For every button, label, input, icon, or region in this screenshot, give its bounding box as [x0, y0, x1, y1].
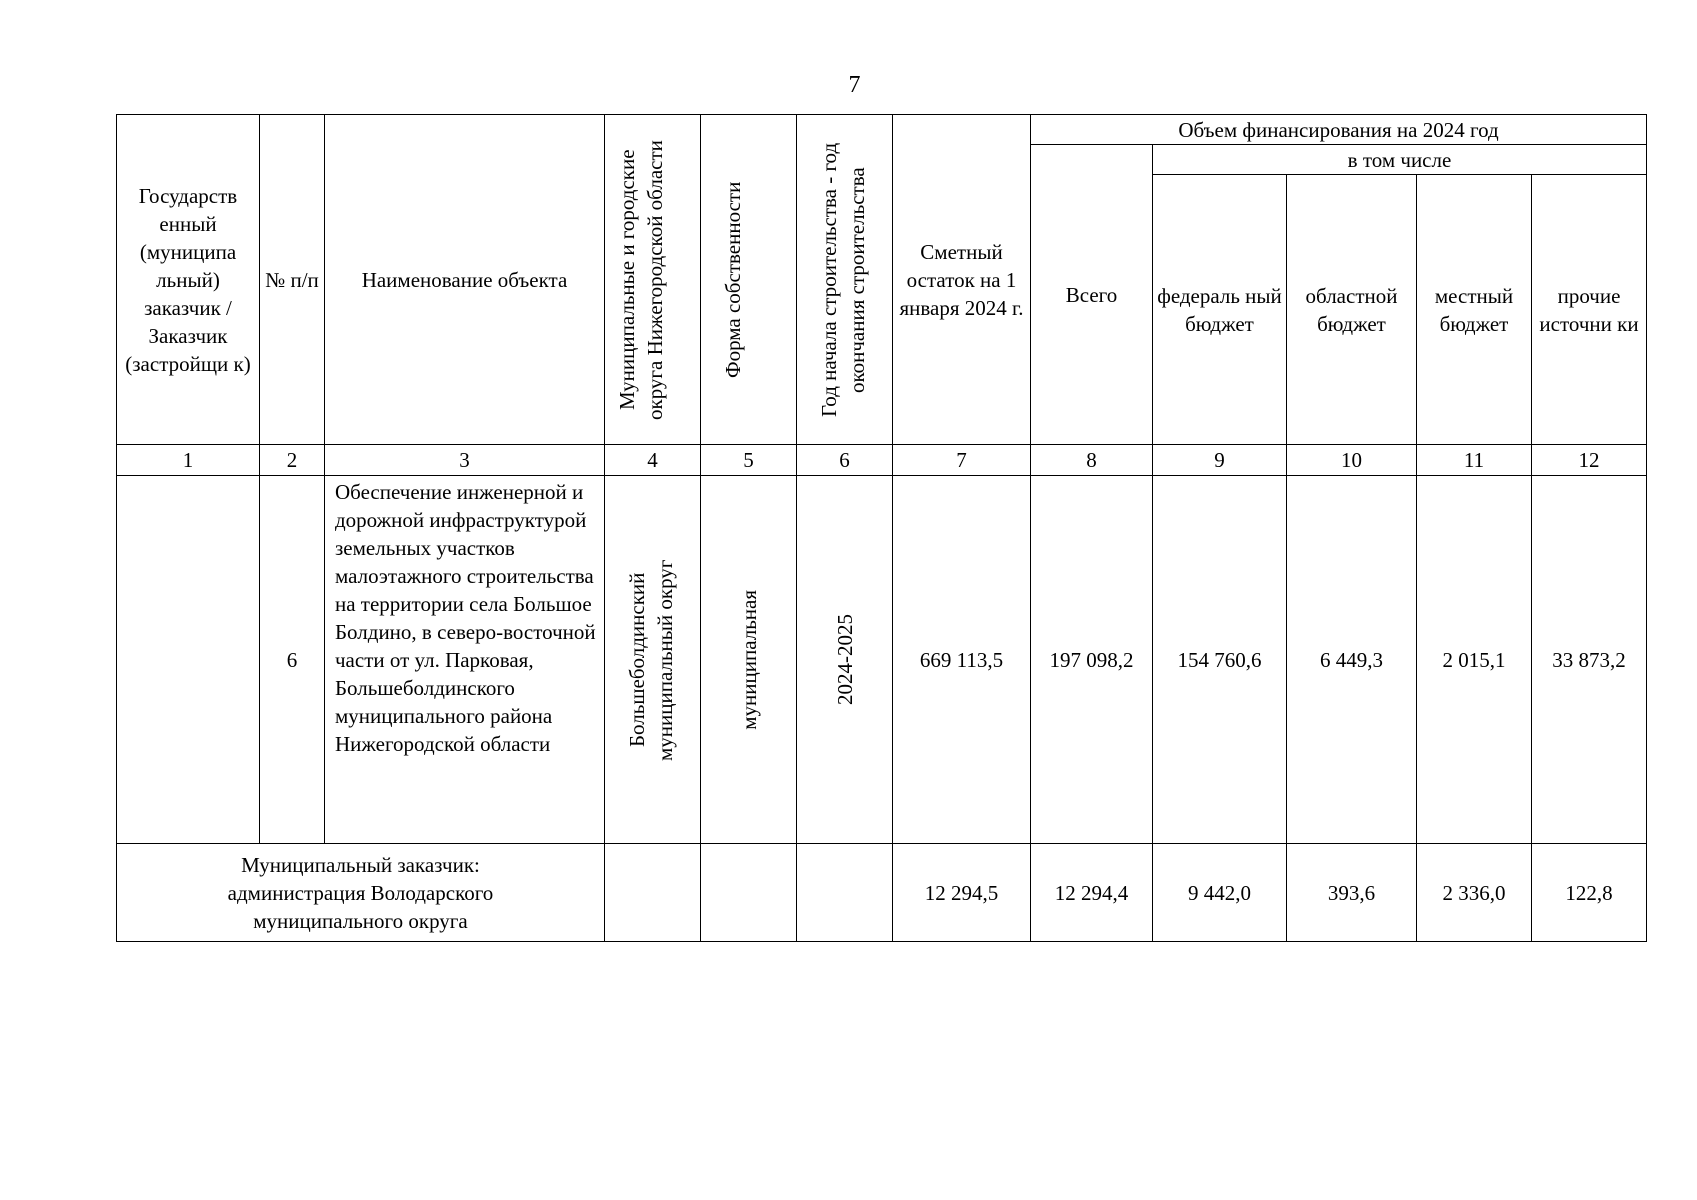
header-funding-group: Объем финансирования на 2024 год [1031, 115, 1647, 145]
header-other: прочие источни ки [1532, 175, 1647, 445]
cell-object-name: Обеспечение инженерной и дорожной инфраструктурой земельных участков малоэтажного строительства на территории села Большое Болдино, в северо-восточной части от ул. Парковая, Большеболдинского муниципального района Нижегородской области [325, 476, 605, 844]
header-object-name: Наименование объекта [325, 115, 605, 445]
header-total: Всего [1031, 145, 1153, 445]
colnum-10: 10 [1287, 445, 1417, 476]
cell-ownership: муниципальная [701, 476, 797, 844]
cell-local: 2 015,1 [1417, 476, 1532, 844]
cell-regional: 6 449,3 [1287, 476, 1417, 844]
colnum-3: 3 [325, 445, 605, 476]
header-including-group: в том числе [1153, 145, 1647, 175]
header-balance: Сметный остаток на 1 января 2024 г. [893, 115, 1031, 445]
cell-federal: 154 760,6 [1153, 476, 1287, 844]
summary-empty-6 [797, 844, 893, 942]
cell-total: 197 098,2 [1031, 476, 1153, 844]
cell-district: Большеболдинский муниципальный округ [605, 476, 701, 844]
summary-other: 122,8 [1532, 844, 1647, 942]
header-local: местный бюджет [1417, 175, 1532, 445]
summary-local: 2 336,0 [1417, 844, 1532, 942]
cell-number: 6 [260, 476, 325, 844]
financing-table [116, 114, 1647, 942]
header-customer: Государств енный (муниципа льный) заказчик / Заказчик (застройщи к) [117, 115, 260, 445]
colnum-11: 11 [1417, 445, 1532, 476]
colnum-2: 2 [260, 445, 325, 476]
cell-other: 33 873,2 [1532, 476, 1647, 844]
colnum-1: 1 [117, 445, 260, 476]
summary-balance: 12 294,5 [893, 844, 1031, 942]
summary-empty-5 [701, 844, 797, 942]
header-ownership: Форма собственности [701, 115, 797, 445]
colnum-8: 8 [1031, 445, 1153, 476]
summary-label: Муниципальный заказчик: администрация Володарского муниципального округа [117, 844, 605, 942]
table-row [117, 476, 1647, 844]
summary-row [117, 844, 1647, 942]
summary-federal: 9 442,0 [1153, 844, 1287, 942]
colnum-6: 6 [797, 445, 893, 476]
header-federal: федераль ный бюджет [1153, 175, 1287, 445]
colnum-12: 12 [1532, 445, 1647, 476]
colnum-5: 5 [701, 445, 797, 476]
colnum-4: 4 [605, 445, 701, 476]
colnum-7: 7 [893, 445, 1031, 476]
page-number: 7 [848, 72, 861, 98]
header-number: № п/п [260, 115, 325, 445]
cell-balance: 669 113,5 [893, 476, 1031, 844]
cell-customer [117, 476, 260, 844]
header-regional: областной бюджет [1287, 175, 1417, 445]
summary-regional: 393,6 [1287, 844, 1417, 942]
header-district: Муниципальные и городские округа Нижегородской области [605, 115, 701, 445]
cell-years: 2024-2025 [797, 476, 893, 844]
header-years: Год начала строительства - год окончания строительства [797, 115, 893, 445]
colnum-9: 9 [1153, 445, 1287, 476]
summary-total: 12 294,4 [1031, 844, 1153, 942]
summary-empty-4 [605, 844, 701, 942]
